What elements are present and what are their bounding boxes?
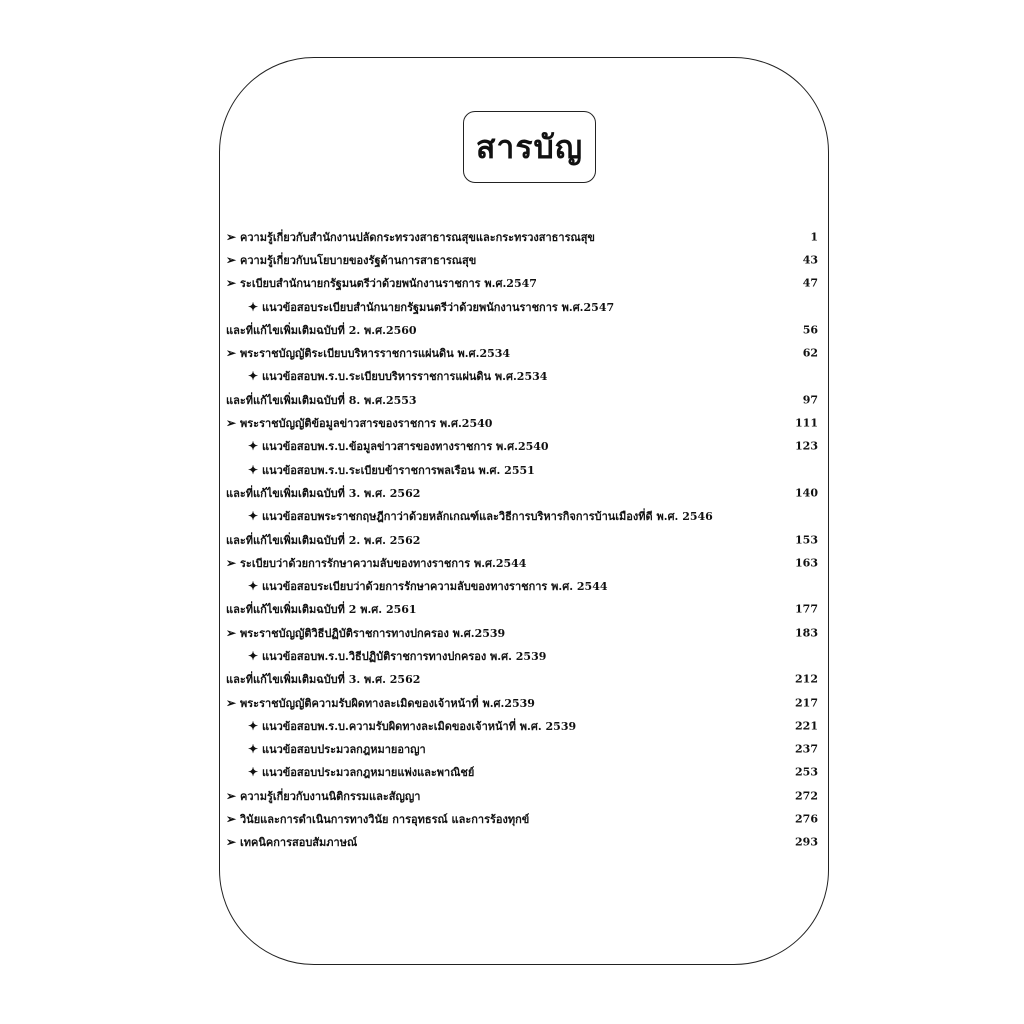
toc-entry-title: ความรู้เกี่ยวกับงานนิติกรรมและสัญญา bbox=[240, 789, 421, 803]
toc-entry-title: วินัยและการดำเนินการทางวินัย การอุทธรณ์ และการร้องทุกข์ bbox=[240, 813, 530, 827]
arrow-bullet-icon: ➢ bbox=[226, 555, 237, 570]
toc-entry-page-number: 212 bbox=[795, 672, 818, 686]
star-bullet-icon: ✦ bbox=[248, 439, 259, 454]
toc-entry-page-number: 47 bbox=[802, 276, 818, 290]
toc-entry bbox=[226, 714, 824, 737]
toc-entry bbox=[226, 831, 824, 854]
star-bullet-icon: ✦ bbox=[248, 648, 259, 663]
toc-entry-title: ระเบียบสำนักนายกรัฐมนตรีว่าด้วยพนักงานราชการ พ.ศ.2547 bbox=[240, 277, 537, 291]
toc-entry bbox=[226, 528, 824, 551]
toc-entry-title: แนวข้อสอบประมวลกฎหมายแพ่งและพาณิชย์ bbox=[262, 766, 475, 780]
toc-entry-title: แนวข้อสอบระเบียบว่าด้วยการรักษาความลับของทางราชการ พ.ศ. 2544 bbox=[262, 580, 608, 594]
toc-entry bbox=[226, 621, 824, 644]
toc-entry bbox=[226, 435, 824, 458]
toc-entry-page-number: 293 bbox=[795, 835, 818, 849]
toc-entry-page-number: 163 bbox=[795, 556, 818, 570]
toc-entry-title: แนวข้อสอบพ.ร.บ.ความรับผิดทางละเมิดของเจ้าหน้าที่ พ.ศ. 2539 bbox=[262, 719, 577, 733]
star-bullet-icon: ✦ bbox=[248, 579, 259, 594]
arrow-bullet-icon: ➢ bbox=[226, 788, 237, 803]
title-box bbox=[463, 111, 596, 183]
toc-entry-title: และที่แก้ไขเพิ่มเติมฉบับที่ 2. พ.ศ.2560 bbox=[226, 323, 417, 337]
toc-entry-page-number: 221 bbox=[795, 719, 818, 733]
toc-entry-page-number: 217 bbox=[795, 696, 818, 710]
toc-entry-title: แนวข้อสอบพ.ร.บ.วิธีปฏิบัติราชการทางปกครอง พ.ศ. 2539 bbox=[262, 649, 547, 663]
toc-entry bbox=[226, 644, 824, 667]
toc-entry-title: พระราชบัญญัติวิธีปฏิบัติราชการทางปกครอง พ.ศ.2539 bbox=[240, 626, 506, 640]
toc-entry-page-number: 140 bbox=[795, 486, 818, 500]
toc-entry-page-number: 272 bbox=[795, 789, 818, 803]
toc-entry-title: แนวข้อสอบพระราชกฤษฎีกาว่าด้วยหลักเกณฑ์และวิธีการบริหารกิจการบ้านเมืองที่ดี พ.ศ. 2546 bbox=[262, 510, 713, 524]
toc-entry-page-number: 253 bbox=[795, 765, 818, 779]
toc-entry-page-number: 183 bbox=[795, 626, 818, 640]
toc-entry bbox=[226, 388, 824, 411]
toc-entry-page-number: 153 bbox=[795, 533, 818, 546]
toc-entry bbox=[226, 551, 824, 574]
toc-entry-title: แนวข้อสอบพ.ร.บ.ระเบียบบริหารราชการแผ่นดิน พ.ศ.2534 bbox=[262, 370, 548, 384]
toc-entry-title: ความรู้เกี่ยวกับสำนักงานปลัดกระทรวงสาธารณสุขและกระทรวงสาธารณสุข bbox=[240, 230, 595, 244]
toc-entry-page-number: 123 bbox=[795, 439, 818, 453]
toc-entry-title: และที่แก้ไขเพิ่มเติมฉบับที่ 8. พ.ศ.2553 bbox=[226, 393, 417, 407]
toc-entry-title: เทคนิคการสอบสัมภาษณ์ bbox=[240, 836, 358, 850]
arrow-bullet-icon: ➢ bbox=[226, 835, 237, 850]
table-of-contents bbox=[226, 225, 824, 854]
toc-entry bbox=[226, 458, 824, 481]
toc-entry bbox=[226, 481, 824, 504]
toc-entry-title: และที่แก้ไขเพิ่มเติมฉบับที่ 2. พ.ศ. 2562 bbox=[226, 533, 421, 547]
star-bullet-icon: ✦ bbox=[248, 718, 259, 733]
toc-entry bbox=[226, 738, 824, 761]
toc-entry bbox=[226, 807, 824, 830]
toc-entry-page-number: 97 bbox=[802, 393, 818, 407]
toc-entry-title: แนวข้อสอบพ.ร.บ.ระเบียบข้าราชการพลเรือน พ.ศ. 2551 bbox=[262, 463, 535, 477]
toc-entry bbox=[226, 691, 824, 714]
star-bullet-icon: ✦ bbox=[248, 369, 259, 384]
toc-entry bbox=[226, 598, 824, 621]
toc-entry-page-number: 1 bbox=[810, 230, 818, 244]
toc-entry-title: ความรู้เกี่ยวกับนโยบายของรัฐด้านการสาธารณสุข bbox=[240, 253, 477, 267]
arrow-bullet-icon: ➢ bbox=[226, 812, 237, 827]
toc-entry-title: แนวข้อสอบประมวลกฎหมายอาญา bbox=[262, 743, 426, 757]
toc-entry bbox=[226, 295, 824, 318]
star-bullet-icon: ✦ bbox=[248, 742, 259, 757]
toc-entry bbox=[226, 341, 824, 364]
toc-entry-title: พระราชบัญญัติระเบียบบริหารราชการแผ่นดิน พ.ศ.2534 bbox=[240, 347, 511, 361]
arrow-bullet-icon: ➢ bbox=[226, 276, 237, 291]
arrow-bullet-icon: ➢ bbox=[226, 416, 237, 431]
toc-entry bbox=[226, 761, 824, 784]
toc-entry bbox=[226, 784, 824, 807]
toc-entry-title: แนวข้อสอบพ.ร.บ.ข้อมูลข่าวสารของทางราชการ พ.ศ.2540 bbox=[262, 440, 549, 454]
toc-entry-title: พระราชบัญญัติข้อมูลข่าวสารของราชการ พ.ศ.2540 bbox=[240, 417, 493, 431]
toc-entry-title: แนวข้อสอบระเบียบสำนักนายกรัฐมนตรีว่าด้วยพนักงานราชการ พ.ศ.2547 bbox=[262, 300, 615, 314]
toc-entry bbox=[226, 225, 824, 248]
star-bullet-icon: ✦ bbox=[248, 299, 259, 314]
star-bullet-icon: ✦ bbox=[248, 765, 259, 780]
toc-entry-title: และที่แก้ไขเพิ่มเติมฉบับที่ 3. พ.ศ. 2562 bbox=[226, 486, 421, 500]
star-bullet-icon: ✦ bbox=[248, 509, 259, 524]
toc-entry bbox=[226, 318, 824, 341]
toc-entry-page-number: 56 bbox=[802, 323, 818, 337]
toc-entry bbox=[226, 411, 824, 434]
arrow-bullet-icon: ➢ bbox=[226, 252, 237, 267]
toc-entry bbox=[226, 248, 824, 271]
toc-entry-page-number: 111 bbox=[795, 416, 818, 430]
arrow-bullet-icon: ➢ bbox=[226, 695, 237, 710]
toc-entry bbox=[226, 574, 824, 597]
toc-entry-title: และที่แก้ไขเพิ่มเติมฉบับที่ 2 พ.ศ. 2561 bbox=[226, 603, 417, 617]
toc-entry-page-number: 276 bbox=[795, 812, 818, 826]
toc-entry-page-number: 177 bbox=[795, 602, 818, 616]
toc-entry-page-number: 62 bbox=[802, 346, 818, 360]
arrow-bullet-icon: ➢ bbox=[226, 625, 237, 640]
toc-entry-title: และที่แก้ไขเพิ่มเติมฉบับที่ 3. พ.ศ. 2562 bbox=[226, 673, 421, 687]
toc-entry bbox=[226, 365, 824, 388]
toc-entry-page-number: 43 bbox=[802, 253, 818, 267]
toc-entry-title: พระราชบัญญัติความรับผิดทางละเมิดของเจ้าหน้าที่ พ.ศ.2539 bbox=[240, 696, 535, 710]
toc-entry bbox=[226, 668, 824, 691]
toc-entry bbox=[226, 272, 824, 295]
star-bullet-icon: ✦ bbox=[248, 462, 259, 477]
toc-entry-page-number: 237 bbox=[795, 742, 818, 756]
toc-entry bbox=[226, 505, 824, 528]
toc-entry-title: ระเบียบว่าด้วยการรักษาความลับของทางราชการ พ.ศ.2544 bbox=[240, 556, 527, 570]
arrow-bullet-icon: ➢ bbox=[226, 346, 237, 361]
page-title: สารบัญ bbox=[475, 127, 584, 166]
arrow-bullet-icon: ➢ bbox=[226, 229, 237, 244]
